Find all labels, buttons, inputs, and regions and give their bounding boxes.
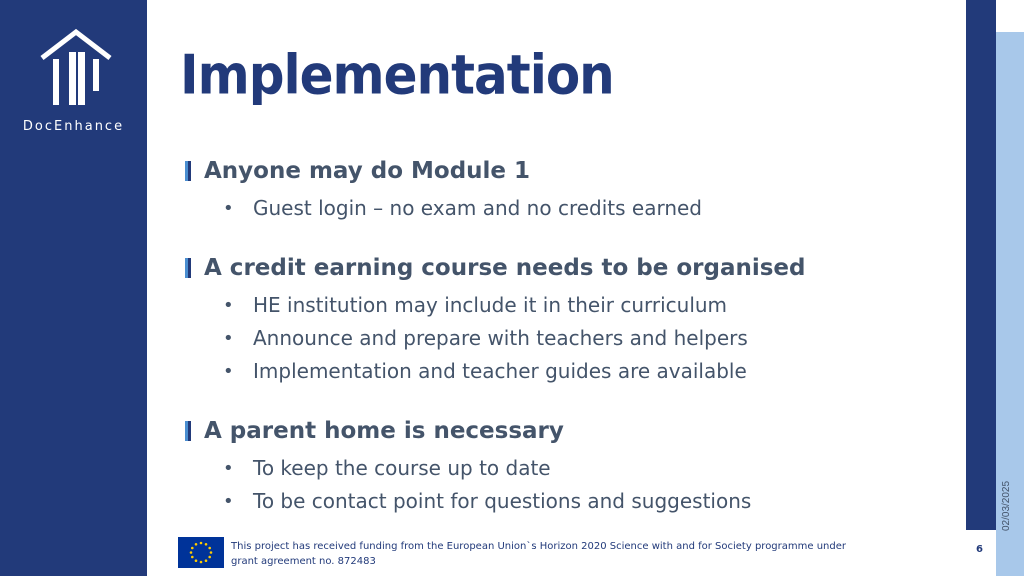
brand-name: DocEnhance	[22, 119, 125, 134]
section-heading	[185, 158, 702, 184]
section-heading-text: A credit earning course needs to be organised	[204, 255, 806, 281]
section-parent-home	[185, 418, 751, 518]
section-marker-icon	[185, 421, 191, 441]
docenhance-logo-icon	[36, 28, 116, 108]
bullet-list	[185, 289, 806, 388]
eu-flag-icon	[178, 537, 224, 568]
list-item: • To be contact point for questions and suggestions	[185, 485, 751, 518]
bullet-list	[185, 452, 751, 518]
section-heading	[185, 255, 806, 281]
section-heading	[185, 418, 751, 444]
bullet-list	[185, 192, 702, 225]
section-marker-icon	[185, 161, 191, 181]
funding-notice	[231, 539, 881, 569]
bullet-dot-icon: •	[223, 198, 234, 219]
slide-date: 02/03/2025	[1001, 480, 1012, 532]
bullet-dot-icon: •	[223, 491, 234, 512]
section-heading-text: Anyone may do Module 1	[204, 158, 531, 184]
left-sidebar	[0, 0, 147, 576]
section-marker-icon	[185, 258, 191, 278]
funding-line-2: grant agreement no. 872483	[231, 556, 376, 567]
list-item: • Implementation and teacher guides are available	[185, 355, 806, 388]
list-item: • Guest login – no exam and no credits earned	[185, 192, 702, 225]
list-item: • To keep the course up to date	[185, 452, 751, 485]
section-heading-text: A parent home is necessary	[204, 418, 564, 444]
bullet-dot-icon: •	[223, 458, 234, 479]
slide-title: Implementation	[180, 44, 614, 107]
section-credit-course	[185, 255, 806, 388]
funding-line-1: This project has received funding from the European Union`s Horizon 2020 Science with and for Society programme under	[231, 541, 846, 552]
list-item: • HE institution may include it in their curriculum	[185, 289, 806, 322]
bullet-dot-icon: •	[223, 328, 234, 349]
section-anyone	[185, 158, 702, 225]
page-number: 6	[976, 544, 983, 555]
bullet-dot-icon: •	[223, 295, 234, 316]
right-accent-strip-dark	[966, 0, 996, 530]
list-item: • Announce and prepare with teachers and helpers	[185, 322, 806, 355]
bullet-dot-icon: •	[223, 361, 234, 382]
